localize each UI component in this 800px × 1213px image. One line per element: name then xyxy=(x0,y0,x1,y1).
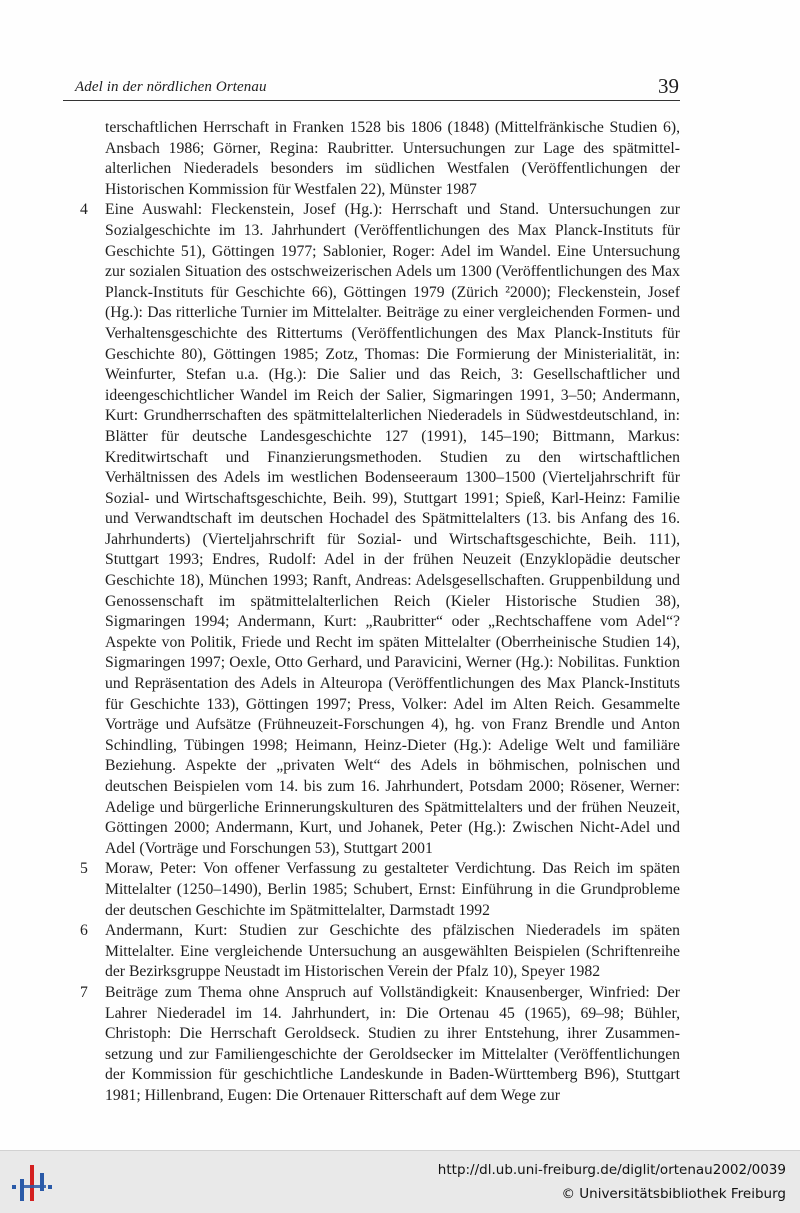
running-title: Adel in der nördlichen Ortenau xyxy=(75,79,267,95)
footnote-text: Eine Auswahl: Fleckenstein, Josef (Hg.): Herrschaft und Stand. Untersuchungen zur Sozialgeschichte im 13. Jahrhundert (Veröffentlichungen des Max Planck-Instituts für Geschichte 51), Göttingen 1977; Sablonier, Roger: Adel im Wandel. Eine Untersuchung zur sozialen Situation des ostschweizerischen Adels um 1300 (Veröffentlichungen des Max Planck-Instituts für Geschichte 66), Göttingen 1979 (Zürich ²2000); Fleckenstein, Josef (Hg.): Das ritterliche Turnier im Mittelalter. Beiträge zu einer vergleichenden Formen- und Verhaltensgeschichte des Rittertums (Veröffentlichungen des Max Planck-Instituts für Geschichte 80), Göttingen 1985; Zotz, Thomas: Die Formierung der Ministerialität, in: Weinfurter, Stefan u.a. (Hg.): Die Salier und das Reich, 3: Gesellschaftlicher und ideengeschichtlicher Wandel im Reich der Salier, Sigmaringen 1991, 3–50; Andermann, Kurt: Grundherrschaften des spätmittelalterlichen Niederadels in Südwestdeutschland, in: Blätter für deutsche Landesgeschichte 127 (1991), 145–190; Bittmann, Markus: Kreditwirtschaft und Finanzierungsmethoden. Studien zu den wirtschaftlichen Verhältnissen des Adels im westlichen Bodenseeraum 1300–1500 (Vierteljahrschrift für Sozial- und Wirtschaftsgeschichte, Beih. 99), Stuttgart 1991; Spieß, Karl-Heinz: Familie und Verwandtschaft im deutschen Hochadel des Spätmittelalters (13. bis Anfang des 16. Jahrhunderts) (Vierteljahrschrift für Sozial- und Wirtschaftsgeschichte, Beih. 111), Stuttgart 1993; Endres, Rudolf: Adel in der frühen Neuzeit (Enzyklopädie deutscher Geschichte 18), München 1993; Ranft, Andreas: Adelsgesellschaften. Gruppenbildung und Genossenschaft im spätmittelalterlichen Reich (Kieler Historische Studien 38), Sigmaringen 1994; Andermann, Kurt: „Raubritter“ oder „Rechtschaffene vom Adel“? Aspekte von Politik, Friede und Recht im späten Mittelalter (Oberrheinische Studien 14), Sigmaringen 1997; Oexle, Otto Gerhard, und Paravicini, Werner (Hg.): Nobilitas. Funktion und Repräsentation des Adels in Alteuropa (Veröffentlichungen des Max Planck-Instituts für Geschichte 133), Göttingen 1997; Press, Volker: Adel im Alten Reich. Gesammelte Vorträge und Aufsätze (Frühneuzeit-Forschungen 4), hg. von Franz Brendle und Anton Schindling, Tübingen 1998; Heimann, Heinz-Dieter (Hg.): Adelige Welt und familiäre Beziehung. Aspekte der „privaten Welt“ des Adels in böhmischen, polnischen und deutschen Beispielen vom 14. bis zum 16. Jahrhundert, Potsdam 2000; Rösener, Werner: Adelige und bürgerliche Erinnerungskulturen des Spätmittelalters und der frühen Neuzeit, Göttingen 2000; Andermann, Kurt, und Johanek, Peter (Hg.): Zwischen Nicht-Adel und Adel (Vorträge und Forschungen 53), Stuttgart 2001 xyxy=(105,201,680,857)
footnote-text: terschaftlichen Herrschaft in Franken 1528 bis 1806 (1848) (Mittelfränkische Studien 6), Ansbach 1986; Görner, Regina: Raubritter. Untersuchungen zur Lage des spätmittelalterlichen Niederadels besonders im südlichen Westfalen (Veröffentlichungen der Historischen Kommission für Westfalen 22), Münster 1987 xyxy=(105,119,680,198)
footnote-4 xyxy=(80,200,680,859)
footnote-number: 5 xyxy=(80,860,88,878)
footer-bar xyxy=(0,1150,800,1213)
footnote-text: Moraw, Peter: Von offener Verfassung zu gestalteter Verdichtung. Das Reich im späten Mittelalter (1250–1490), Berlin 1985; Schubert, Ernst: Einführung in die Grundprobleme der deutschen Geschichte im Spätmittelalter, Darmstadt 1992 xyxy=(105,860,680,919)
copyright-notice: © Universitätsbibliothek Freiburg xyxy=(561,1186,786,1202)
header-rule xyxy=(63,100,680,101)
footnote-7 xyxy=(80,983,680,1107)
source-url-link[interactable]: http://dl.ub.uni-freiburg.de/diglit/ortenau2002/0039 xyxy=(437,1162,786,1178)
logo-graphic xyxy=(10,1163,52,1203)
footnote-number: 7 xyxy=(80,983,88,1001)
footnote-number: 6 xyxy=(80,922,88,940)
footnote-text: Andermann, Kurt: Studien zur Geschichte des pfälzischen Niederadels im späten Mittelalter. Eine vergleichende Untersuchung an ausgewählten Beispielen (Schriftenreihe der Bezirksgruppe Neustadt im Historischen Verein der Pfalz 10), Speyer 1982 xyxy=(105,922,680,981)
ub-freiburg-logo-icon[interactable] xyxy=(10,1163,52,1203)
footnote-5 xyxy=(80,859,680,921)
footnotes-list xyxy=(80,118,680,1107)
footnote-continuation xyxy=(80,118,680,200)
footnote-number: 4 xyxy=(80,201,88,219)
footnote-6 xyxy=(80,921,680,983)
page-number: 39 xyxy=(658,74,679,98)
footnote-text: Beiträge zum Thema ohne Anspruch auf Vollständigkeit: Knausenberger, Winfried: Der Lahrer Niederadel im 14. Jahrhundert, in: Die Ortenau 45 (1965), 69–98; Bühler, Christoph: Die Herrschaft Geroldseck. Studien zu ihrer Entstehung, ihrer Zusammensetzung und zur Familiengeschichte der Geroldsecker im Mittelalter (Veröffentlichungen der Kommission für geschichtliche Landeskunde in Baden-Württemberg B96), Stuttgart 1981; Hillenbrand, Eugen: Die Ortenauer Ritterschaft auf dem Wege zur xyxy=(105,983,680,1104)
